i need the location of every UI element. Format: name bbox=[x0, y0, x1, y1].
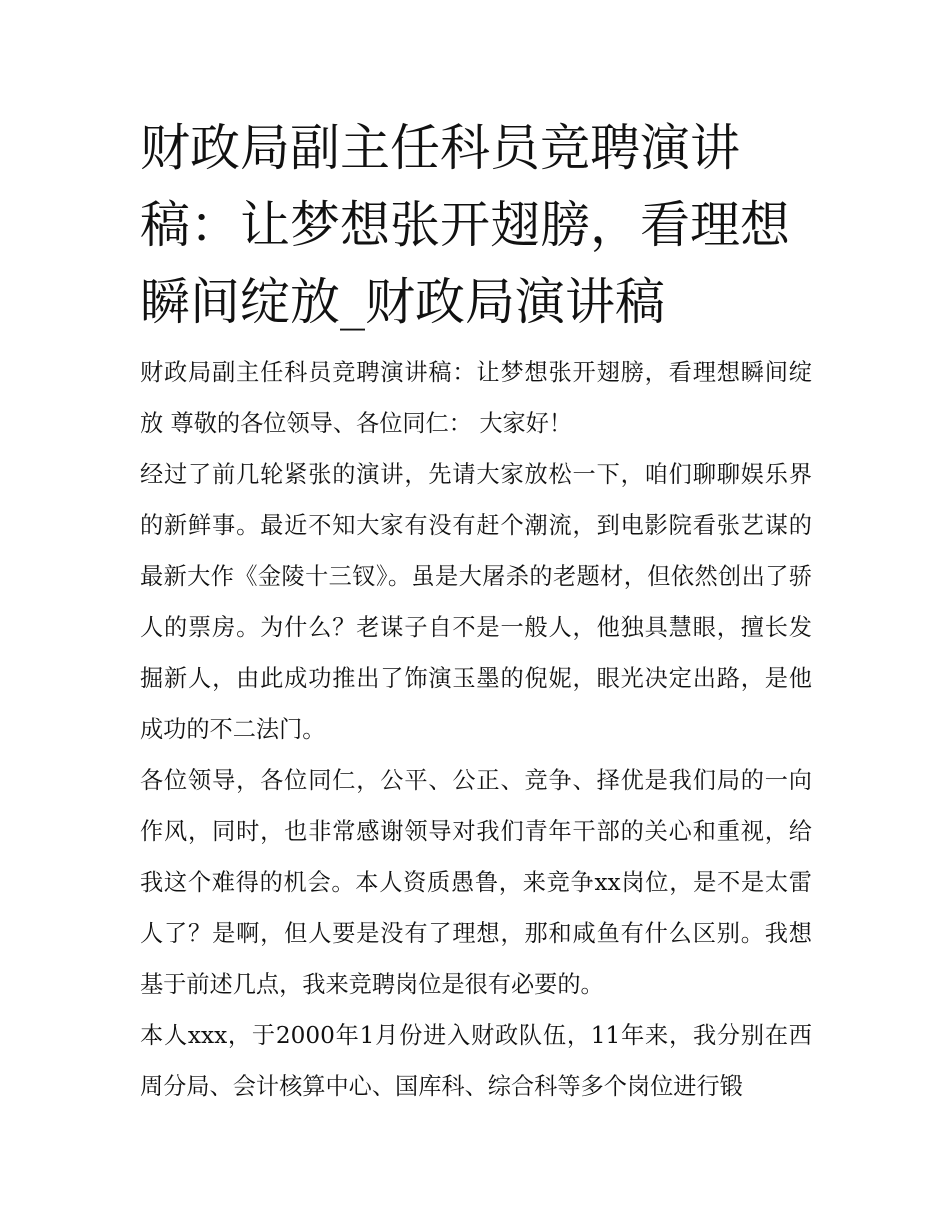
document-title: 财政局副主任科员竞聘演讲稿：让梦想张开翅膀，看理想瞬间绽放_财政局演讲稿 bbox=[140, 119, 790, 331]
paragraph-motivation: 各位领导，各位同仁，公平、公正、竞争、择优是我们局的一向作风，同时，也非常感谢领导对我们青年干部的关心和重视，给我这个难得的机会。本人资质愚鲁，来竞争xx岗位，是不是太雷人了？是啊，但人要是没有了理想，那和咸鱼有什么区别。我想基于前述几点，我来竞聘岗位是很有必要的。 bbox=[140, 767, 812, 998]
paragraph-entertainment: 经过了前几轮紧张的演讲，先请大家放松一下，咱们聊聊娱乐界的新鲜事。最近不知大家有没有赶个潮流，到电影院看张艺谋的最新大作《金陵十三钗》。虽是大屠杀的老题材，但依然创出了骄人的票房。为什么？老谋子自不是一般人，他独具慧眼，擅长发掘新人，由此成功推出了饰演玉墨的倪妮，眼光决定出路，是他成功的不二法门。 bbox=[140, 461, 812, 743]
document-page bbox=[140, 110, 812, 1112]
paragraph-background: 本人xxx，于2000年1月份进入财政队伍，11年来，我分别在西周分局、会计核算中心、国库科、综合科等多个岗位进行锻 bbox=[140, 1022, 812, 1100]
paragraph-opening: 财政局副主任科员竞聘演讲稿：让梦想张开翅膀，看理想瞬间绽放 尊敬的各位领导、各位同仁： 大家好！ bbox=[140, 359, 812, 437]
